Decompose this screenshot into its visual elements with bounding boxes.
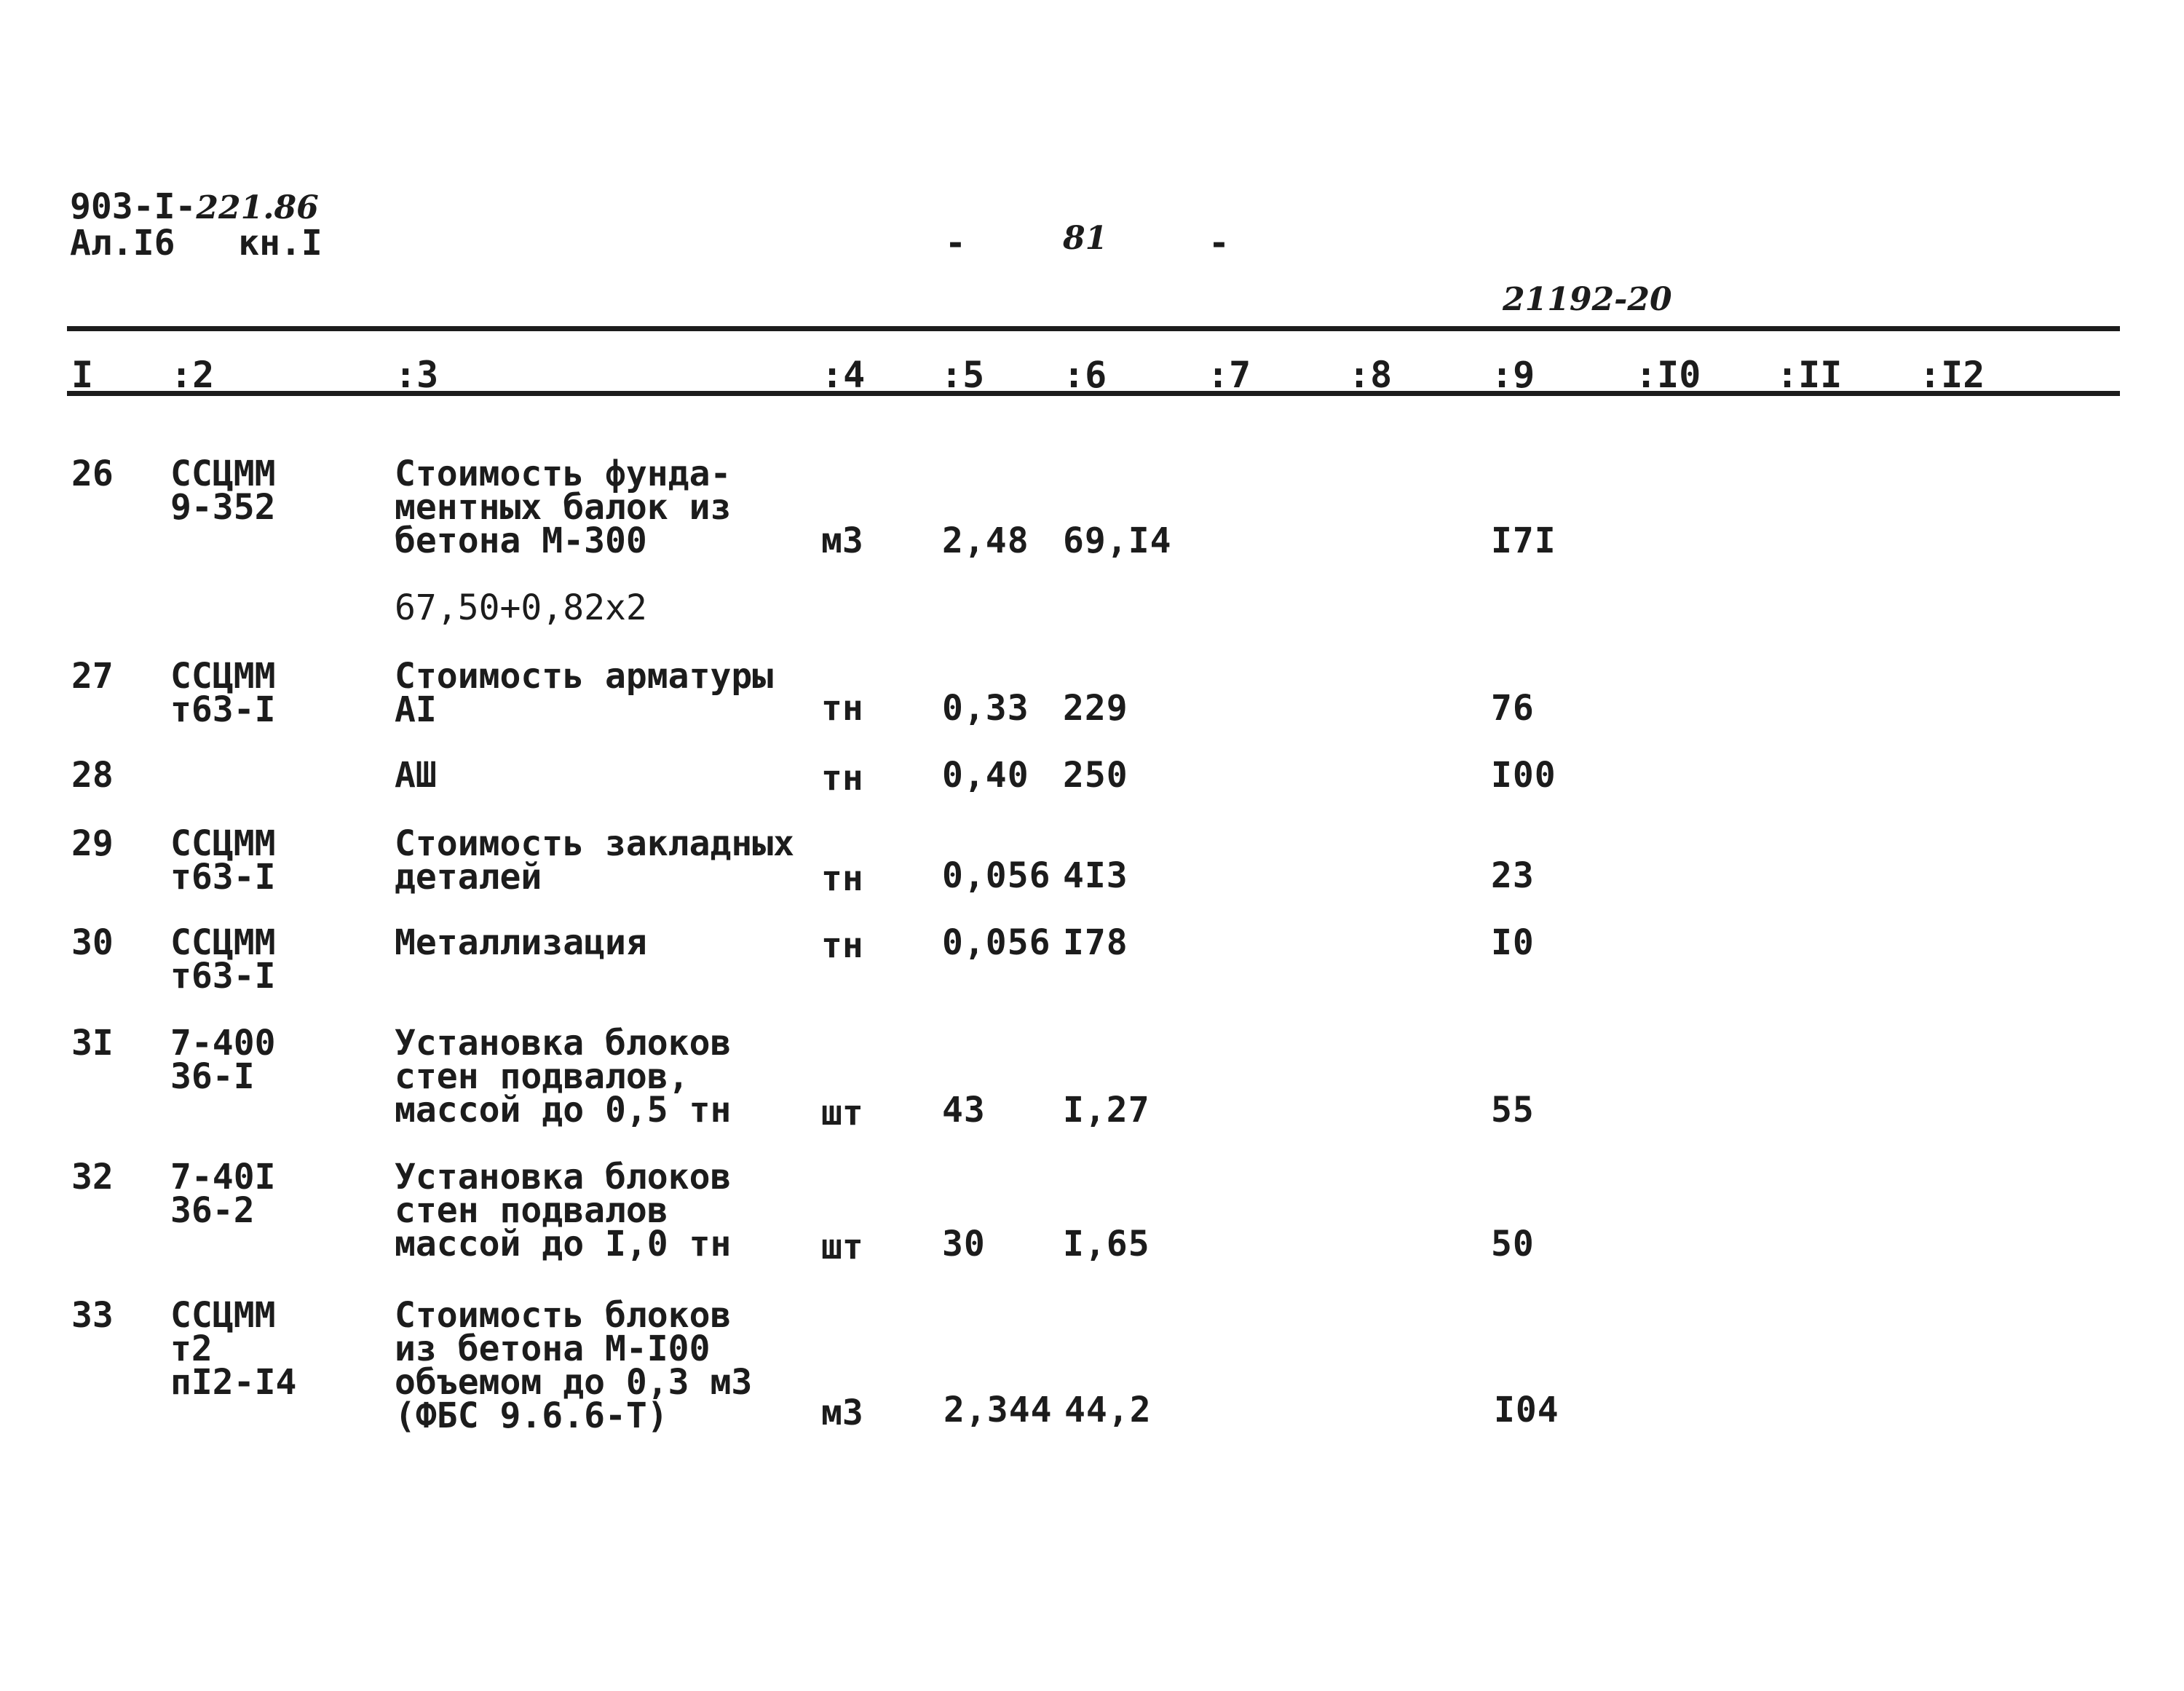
row-number: 27 — [71, 656, 114, 697]
norm-code: ССЦММ 9-352 — [170, 454, 276, 528]
page-dash-right: - — [1208, 223, 1230, 264]
unit-price: 4I3 — [1063, 855, 1128, 896]
column-header-9: :9 — [1491, 354, 1535, 396]
total: 55 — [1491, 1090, 1535, 1130]
document-code — [70, 186, 319, 227]
row-number: 29 — [71, 823, 114, 864]
page-number: 81 — [1063, 220, 1108, 257]
item-name: Стоимость фунда- ментных балок из бетона М-300 — [395, 454, 732, 561]
total: I04 — [1494, 1390, 1559, 1430]
row-number: 33 — [71, 1295, 114, 1336]
column-header-1: I — [71, 354, 94, 396]
unit: тн — [821, 858, 863, 899]
row-number: 3I — [71, 1023, 114, 1064]
quantity: 0,40 — [942, 755, 1029, 796]
unit: тн — [821, 758, 863, 799]
column-header-2: :2 — [170, 354, 215, 396]
unit-price: 44,2 — [1064, 1390, 1152, 1430]
column-header-11: :II — [1776, 354, 1843, 396]
total: 50 — [1491, 1224, 1535, 1264]
document-code-handwritten: 221.86 — [196, 189, 319, 226]
column-header-6: :6 — [1063, 354, 1107, 396]
item-name: Стоимость закладных деталей — [395, 823, 795, 898]
page-dash-left: - — [945, 223, 966, 264]
item-name: АШ — [395, 755, 437, 796]
unit: шт — [821, 1227, 863, 1267]
table-top-rule — [67, 326, 2120, 331]
row-number: 32 — [71, 1157, 114, 1197]
unit: м3 — [821, 520, 863, 561]
norm-code: 7-400 36-I — [170, 1023, 276, 1097]
total: I0 — [1491, 922, 1535, 963]
unit-price: I,27 — [1063, 1090, 1150, 1130]
unit: тн — [821, 925, 863, 966]
norm-code: ССЦММ т63-I — [170, 823, 276, 898]
column-header-7: :7 — [1207, 354, 1251, 396]
quantity: 0,056 — [942, 855, 1051, 896]
column-header-10: :I0 — [1635, 354, 1701, 396]
unit: шт — [821, 1093, 863, 1133]
norm-code: ССЦММ т2 пI2-I4 — [170, 1295, 297, 1403]
column-header-5: :5 — [941, 354, 985, 396]
unit: тн — [821, 688, 863, 729]
column-header-3: :3 — [395, 354, 439, 396]
norm-code: 7-40I 36-2 — [170, 1157, 276, 1231]
unit-price: I,65 — [1063, 1224, 1150, 1264]
item-name: Установка блоков стен подвалов, массой до 0,5 тн — [395, 1023, 732, 1130]
column-header-4: :4 — [821, 354, 866, 396]
album-book: Ал.I6 кн.I — [70, 223, 323, 264]
item-name: Металлизация — [395, 922, 647, 963]
unit-price: 69,I4 — [1063, 520, 1172, 561]
norm-code: ССЦММ т63-I — [170, 656, 276, 730]
unit-price: I78 — [1063, 922, 1128, 963]
unit-price: 250 — [1063, 755, 1128, 796]
item-name: Стоимость арматуры АI — [395, 656, 774, 730]
quantity: 2,48 — [942, 520, 1029, 561]
quantity: 2,344 — [943, 1390, 1053, 1430]
item-name: Стоимость блоков из бетона М-I00 объемом до 0,3 м3 (ФБС 9.6.6-Т) — [395, 1295, 753, 1436]
quantity: 43 — [942, 1090, 986, 1130]
item-name: Установка блоков стен подвалов массой до I,0 тн — [395, 1157, 732, 1264]
quantity: 0,33 — [942, 688, 1029, 729]
norm-code: ССЦММ т63-I — [170, 922, 276, 997]
archive-number: 21192-20 — [1503, 281, 1672, 318]
quantity: 0,056 — [942, 922, 1051, 963]
row-number: 26 — [71, 454, 114, 494]
quantity: 30 — [942, 1224, 986, 1264]
calculation-note: 67,50+0,82х2 — [395, 587, 647, 628]
total: 76 — [1491, 688, 1535, 729]
row-number: 28 — [71, 755, 114, 796]
column-header-8: :8 — [1348, 354, 1393, 396]
document-code-printed: 903-I- — [70, 186, 197, 227]
row-number: 30 — [71, 922, 114, 963]
unit-price: 229 — [1063, 688, 1128, 729]
column-header-12: :I2 — [1919, 354, 1985, 396]
total: 23 — [1491, 855, 1535, 896]
total: I7I — [1491, 520, 1556, 561]
total: I00 — [1491, 755, 1556, 796]
unit: м3 — [821, 1393, 863, 1433]
